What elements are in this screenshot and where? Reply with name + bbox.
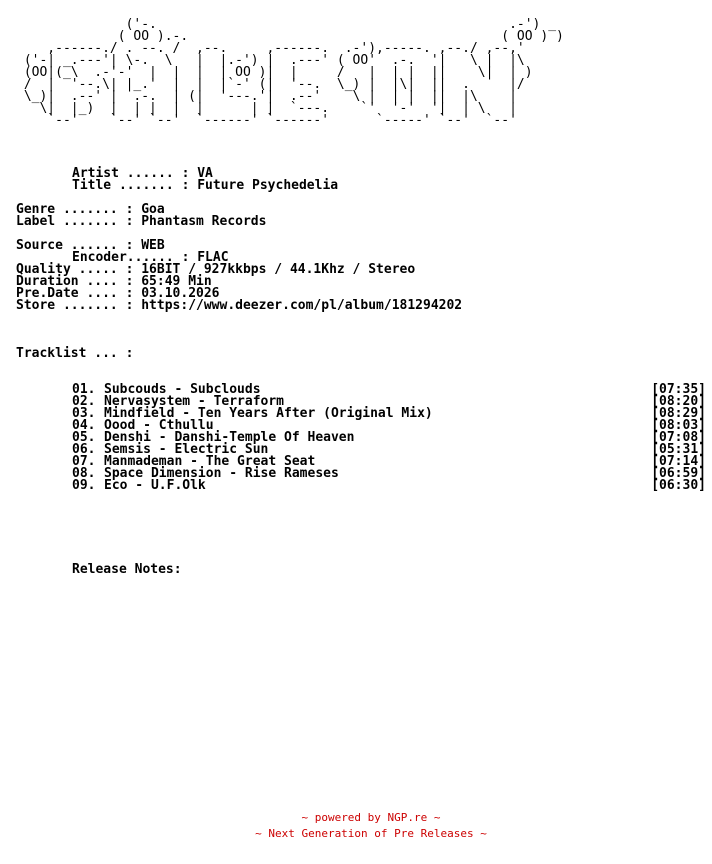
track-name: Manmademan - The Great Seat bbox=[104, 454, 316, 469]
title-label: Title ....... : bbox=[72, 178, 190, 193]
track-duration: [08:03] bbox=[651, 418, 706, 433]
encoder-label: Encoder...... : bbox=[72, 250, 190, 265]
footer-tagline: ~ Next Generation of Pre Releases ~ bbox=[255, 827, 487, 840]
predate-value: 03.10.2026 bbox=[141, 286, 220, 301]
label-row bbox=[16, 216, 266, 228]
track-number: 04. bbox=[72, 418, 96, 433]
predate-label: Pre.Date .... : bbox=[16, 286, 134, 301]
artist-value: VA bbox=[197, 166, 213, 181]
track-name: Mindfield - Ten Years After (Original Mix) bbox=[104, 406, 433, 421]
track-duration: [07:14] bbox=[651, 454, 706, 469]
track-name: Nervasystem - Terraform bbox=[104, 394, 285, 409]
track-number: 02. bbox=[72, 394, 96, 409]
track-name: Space Dimension - Rise Rameses bbox=[104, 466, 339, 481]
track-name: Eco - U.F.Olk bbox=[104, 478, 206, 493]
track-duration: [07:35] bbox=[651, 382, 706, 397]
track-number: 08. bbox=[72, 466, 96, 481]
encoder-value: FLAC bbox=[197, 250, 229, 265]
title-row bbox=[72, 180, 338, 192]
duration-label: Duration .... : bbox=[16, 274, 134, 289]
title-value: Future Psychedelia bbox=[197, 178, 339, 193]
genre-value: Goa bbox=[141, 202, 165, 217]
source-label: Source ...... : bbox=[16, 238, 134, 253]
release-notes-heading: Release Notes: bbox=[72, 562, 182, 577]
track-name: Semsis - Electric Sun bbox=[104, 442, 269, 457]
source-value: WEB bbox=[141, 238, 165, 253]
track-number: 09. bbox=[72, 478, 96, 493]
duration-value: 65:49 Min bbox=[141, 274, 212, 289]
track-number: 03. bbox=[72, 406, 96, 421]
track-duration: [08:29] bbox=[651, 406, 706, 421]
track-duration: [08:20] bbox=[651, 394, 706, 409]
store-row bbox=[16, 300, 462, 312]
footer-powered-by: ~ powered by NGP.re ~ bbox=[301, 811, 441, 824]
label-label: Label ....... : bbox=[16, 214, 134, 229]
track-duration: [06:59] bbox=[651, 466, 706, 481]
store-url: https://www.deezer.com/pl/album/181294202 bbox=[141, 298, 463, 313]
artist-label: Artist ...... : bbox=[72, 166, 190, 181]
track-duration: [07:08] bbox=[651, 430, 706, 445]
quality-value: 16BIT / 927kkbps / 44.1Khz / Stereo bbox=[141, 262, 416, 277]
track-number: 06. bbox=[72, 442, 96, 457]
track-number: 07. bbox=[72, 454, 96, 469]
track-name: Oood - Cthullu bbox=[104, 418, 214, 433]
track-name: Denshi - Danshi-Temple Of Heaven bbox=[104, 430, 355, 445]
label-value: Phantasm Records bbox=[141, 214, 267, 229]
tracklist-heading: Tracklist ... : bbox=[16, 346, 134, 361]
track-number: 05. bbox=[72, 430, 96, 445]
falcon-ascii-logo: ('-. .-') _ ( OO ).-. ( OO ) ) ,------./ . --. / ,--. ,------. .-'),-----. ,--./ ,--,' ('-| _.---'| \-. \ | |.-') | .---' ( OO' .-. '| \ | |\ (OO|(_\ .-'-' | | | | OO )| | / | | | || \| | ) / | '--.\| |_.' | | |`-' (| '--. \_) | |\| || . |/ \_)| .--' | .-. | (| '---.'| .--' \ | | | || |\ | \| |_) | | | | | | | `---. `' '-' '| | \ | `--' `--' `--' `------' `------' `-----' `--' `--' bbox=[23, 17, 564, 128]
track-duration: [06:30] bbox=[651, 478, 706, 493]
track-duration: [05:31] bbox=[651, 442, 706, 457]
genre-label: Genre ....... : bbox=[16, 202, 134, 217]
track-number: 01. bbox=[72, 382, 96, 397]
track-name: Subcouds - Subclouds bbox=[104, 382, 261, 397]
quality-label: Quality ..... : bbox=[16, 262, 134, 277]
store-label: Store ....... : bbox=[16, 298, 134, 313]
track-row bbox=[72, 480, 706, 492]
